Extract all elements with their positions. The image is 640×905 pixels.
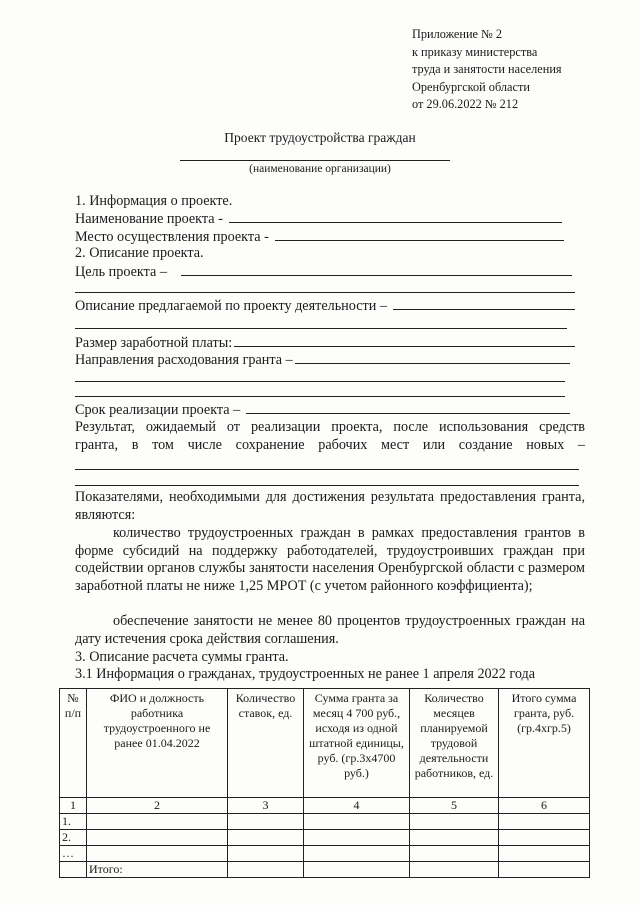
table-cell[interactable]	[228, 814, 304, 830]
salary-field[interactable]	[234, 333, 575, 347]
grant-directions-line3[interactable]	[75, 396, 565, 397]
row-number: 2.	[60, 830, 87, 846]
row-number: 1.	[60, 814, 87, 830]
column-number: 5	[410, 798, 499, 814]
organization-caption: (наименование организации)	[249, 163, 391, 175]
table-cell[interactable]	[410, 814, 499, 830]
appendix-line: к приказу министерства	[412, 44, 538, 59]
appendix-line: Оренбургской области	[412, 79, 530, 94]
organization-name-field[interactable]	[180, 160, 450, 161]
table-cell[interactable]	[228, 846, 304, 862]
grant-calculation-table	[59, 688, 590, 878]
column-header: Сумма гранта за месяц 4 700 руб., исходя из одной штатной единицы, руб. (гр.3х4700 руб.)	[304, 689, 410, 798]
column-header: Количество ставок, ед.	[228, 689, 304, 798]
project-place-label: Место осуществления проекта -	[75, 229, 269, 245]
table-cell[interactable]	[87, 830, 228, 846]
result-line1: Результат, ожидаемый от реализации проекта, после использования средств	[75, 419, 585, 435]
table-cell[interactable]	[304, 814, 410, 830]
appendix-line: от 29.06.2022 № 212	[412, 97, 519, 112]
result-field-line1[interactable]	[75, 469, 579, 470]
result-line2: гранта, в том числе сохранение рабочих мест или создание новых –	[75, 437, 585, 453]
column-header: Итого сумма гранта, руб. (гр.4хгр.5)	[499, 689, 590, 798]
table-cell[interactable]	[499, 814, 590, 830]
row-number: …	[60, 846, 87, 862]
table-cell[interactable]	[304, 862, 410, 878]
grant-directions-field[interactable]	[295, 350, 570, 364]
grant-directions-row	[75, 350, 570, 369]
document-title: Проект трудоустройства граждан	[224, 130, 416, 145]
salary-label: Размер заработной платы:	[75, 335, 233, 351]
column-number: 4	[304, 798, 410, 814]
column-header: ФИО и должность работника трудоустроенного не ранее 01.04.2022	[87, 689, 228, 798]
table-cell[interactable]	[499, 862, 590, 878]
activity-label: Описание предлагаемой по проекту деятельности –	[75, 298, 387, 314]
goal-field[interactable]	[181, 262, 572, 276]
column-number: 2	[87, 798, 228, 814]
section3-heading: 3. Описание расчета суммы гранта.	[75, 649, 289, 665]
activity-field[interactable]	[393, 296, 575, 310]
goal-row	[75, 262, 572, 281]
table-row	[60, 846, 590, 862]
table-cell[interactable]	[410, 846, 499, 862]
indicator-1: количество трудоустроенных граждан в рамках предоставления грантов в форме субсидий на поддержку работодателей, трудоустроивших граждан при содействии органов службы занятости населения Оренбургской области с размером заработной платы не ниже 1,25 МРОТ (с учетом районного коэффициента);	[75, 525, 585, 594]
table-cell[interactable]	[410, 862, 499, 878]
section2-heading: 2. Описание проекта.	[75, 245, 204, 261]
activity-row	[75, 296, 575, 315]
column-number: 3	[228, 798, 304, 814]
table-cell[interactable]	[228, 830, 304, 846]
table-cell[interactable]	[304, 846, 410, 862]
table-cell	[60, 862, 87, 878]
project-place-field[interactable]	[275, 227, 564, 241]
indicators-intro: Показателями, необходимыми для достижения результата предоставления гранта, являются:	[75, 489, 585, 523]
column-header: Количество месяцев планируемой трудовой деятельности работников, ед.	[410, 689, 499, 798]
table-cell[interactable]	[304, 830, 410, 846]
activity-field-line2[interactable]	[75, 328, 567, 329]
table-cell[interactable]	[87, 814, 228, 830]
table-cell[interactable]	[228, 862, 304, 878]
appendix-header	[412, 26, 562, 114]
column-number-row	[60, 798, 590, 814]
goal-field-line2[interactable]	[75, 292, 575, 293]
appendix-line: Приложение № 2	[412, 27, 503, 41]
project-name-label: Наименование проекта -	[75, 211, 223, 227]
column-header: № п/п	[60, 689, 87, 798]
term-label: Срок реализации проекта –	[75, 402, 241, 418]
table-header-row	[60, 689, 590, 798]
project-name-field[interactable]	[229, 209, 562, 223]
indicator-2: обеспечение занятости не менее 80 процентов трудоустроенных граждан на дату истечения срока действия соглашения.	[75, 613, 585, 647]
total-label: Итого:	[87, 862, 228, 878]
grant-directions-line2[interactable]	[75, 381, 565, 382]
table-cell[interactable]	[87, 846, 228, 862]
goal-label: Цель проекта –	[75, 264, 167, 280]
table-cell[interactable]	[410, 830, 499, 846]
term-row	[75, 400, 570, 419]
section3-subheading: 3.1 Информация о гражданах, трудоустроенных не ранее 1 апреля 2022 года	[75, 666, 536, 682]
appendix-line: труда и занятости населения	[412, 62, 562, 77]
table-total-row	[60, 862, 590, 878]
table-row	[60, 814, 590, 830]
column-number: 1	[60, 798, 87, 814]
project-name-row	[75, 209, 562, 228]
result-field-line2[interactable]	[75, 485, 579, 486]
grant-directions-label: Направления расходования гранта –	[75, 352, 293, 368]
table-cell[interactable]	[499, 830, 590, 846]
column-number: 6	[499, 798, 590, 814]
term-field[interactable]	[246, 400, 570, 414]
table-row	[60, 830, 590, 846]
table-cell[interactable]	[499, 846, 590, 862]
section1-heading: 1. Информация о проекте.	[75, 193, 233, 209]
